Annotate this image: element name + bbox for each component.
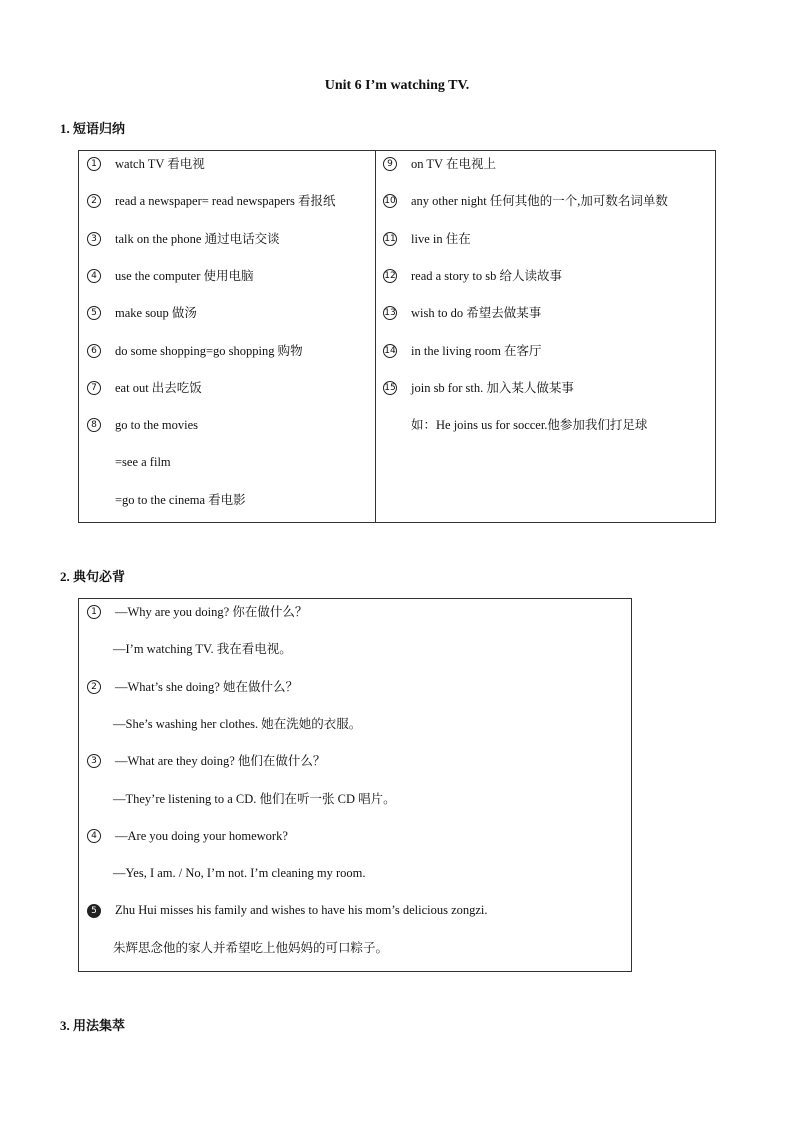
list-item — [383, 230, 471, 247]
list-item — [115, 453, 171, 470]
item-text: in the living room 在客厅 — [411, 343, 542, 358]
item-text: talk on the phone 通过电话交谈 — [115, 231, 280, 246]
item-text: Zhu Hui misses his family and wishes to have his mom’s delicious zongzi. — [115, 903, 488, 918]
item-text: on TV 在电视上 — [411, 157, 496, 172]
item-text: do some shopping=go shopping 购物 — [115, 343, 303, 358]
list-item — [411, 416, 647, 433]
item-number: 5 — [87, 904, 101, 918]
section-heading-sentences: 2. 典句必背 — [60, 569, 126, 584]
item-text: —Why are you doing? 你在做什么？ — [115, 605, 308, 620]
item-text: =see a film — [115, 455, 171, 470]
item-number: 2 — [87, 680, 101, 694]
list-item — [113, 939, 388, 956]
page-title: Unit 6 I’m watching TV. — [324, 78, 470, 93]
item-number: 4 — [87, 829, 101, 843]
list-item — [87, 192, 336, 209]
list-item — [113, 864, 366, 881]
item-text: 如：He joins us for soccer.他参加我们打足球 — [411, 418, 648, 433]
item-number: 7 — [87, 381, 101, 395]
phrase-table — [78, 150, 716, 523]
list-item — [383, 342, 542, 359]
item-number: 2 — [87, 194, 101, 208]
item-number: 11 — [384, 233, 396, 244]
item-text: read a story to sb 给人读故事 — [411, 269, 563, 284]
list-item — [87, 230, 280, 247]
item-text: —What are they doing? 他们在做什么？ — [115, 754, 326, 769]
item-text: —I’m watching TV. 我在看电视。 — [113, 642, 292, 657]
list-item — [383, 267, 562, 284]
item-number: 8 — [87, 418, 101, 432]
item-number: 1 — [87, 605, 101, 619]
item-text: 朱辉思念他的家人并希望吃上他妈妈的可口粽子。 — [113, 940, 389, 955]
item-text: go to the movies — [115, 418, 198, 433]
list-item — [113, 715, 361, 732]
table-divider — [375, 151, 376, 522]
phrase-column-left — [87, 151, 373, 522]
list-item — [87, 416, 198, 433]
item-text: —She’s washing her clothes. 她在洗她的衣服。 — [113, 717, 362, 732]
list-item — [87, 752, 325, 769]
item-text: read a newspaper= read newspapers 看报纸 — [115, 194, 336, 209]
item-number: 1 — [87, 157, 101, 171]
item-text: —What’s she doing? 她在做什么？ — [115, 679, 298, 694]
item-number: 6 — [87, 344, 101, 358]
list-item — [383, 379, 574, 396]
phrase-column-right — [383, 151, 713, 522]
item-number: 5 — [87, 306, 101, 320]
item-text: any other night 任何其他的一个,加可数名词单数 — [411, 194, 668, 209]
list-item — [115, 491, 246, 508]
list-item — [383, 192, 668, 209]
item-text: =go to the cinema 看电影 — [115, 492, 246, 507]
list-item — [87, 267, 254, 284]
list-item — [87, 901, 488, 918]
item-text: —Are you doing your homework? — [115, 828, 288, 843]
item-text: —Yes, I am. / No, I’m not. I’m cleaning my room. — [113, 866, 366, 881]
item-text: make soup 做汤 — [115, 306, 197, 321]
item-number: 9 — [383, 157, 397, 171]
section-heading-phrases: 1. 短语归纳 — [60, 121, 126, 136]
list-item — [87, 155, 205, 172]
item-text: use the computer 使用电脑 — [115, 269, 254, 284]
item-number: 13 — [384, 308, 396, 319]
item-number: 4 — [87, 269, 101, 283]
list-item — [87, 678, 298, 695]
item-number: 12 — [384, 271, 396, 282]
sentence-box — [78, 598, 632, 972]
item-number: 10 — [384, 196, 396, 207]
item-text: watch TV 看电视 — [115, 157, 205, 172]
list-item — [87, 827, 288, 844]
list-item — [87, 304, 197, 321]
section-heading-usage: 3. 用法集萃 — [60, 1018, 126, 1033]
item-number: 15 — [384, 382, 396, 393]
list-item — [383, 155, 496, 172]
item-number: 3 — [87, 232, 101, 246]
item-text: —They’re listening to a CD. 他们在听一张 CD 唱片。 — [113, 791, 396, 806]
item-number: 14 — [384, 345, 396, 356]
list-item — [113, 640, 292, 657]
list-item — [87, 603, 307, 620]
item-text: live in 住在 — [411, 231, 471, 246]
sentence-list — [87, 599, 623, 971]
list-item — [87, 379, 202, 396]
list-item — [113, 790, 396, 807]
list-item — [87, 342, 303, 359]
item-text: join sb for sth. 加入某人做某事 — [411, 380, 574, 395]
item-text: wish to do 希望去做某事 — [411, 306, 542, 321]
item-text: eat out 出去吃饭 — [115, 380, 202, 395]
item-number: 3 — [87, 754, 101, 768]
list-item — [383, 304, 541, 321]
